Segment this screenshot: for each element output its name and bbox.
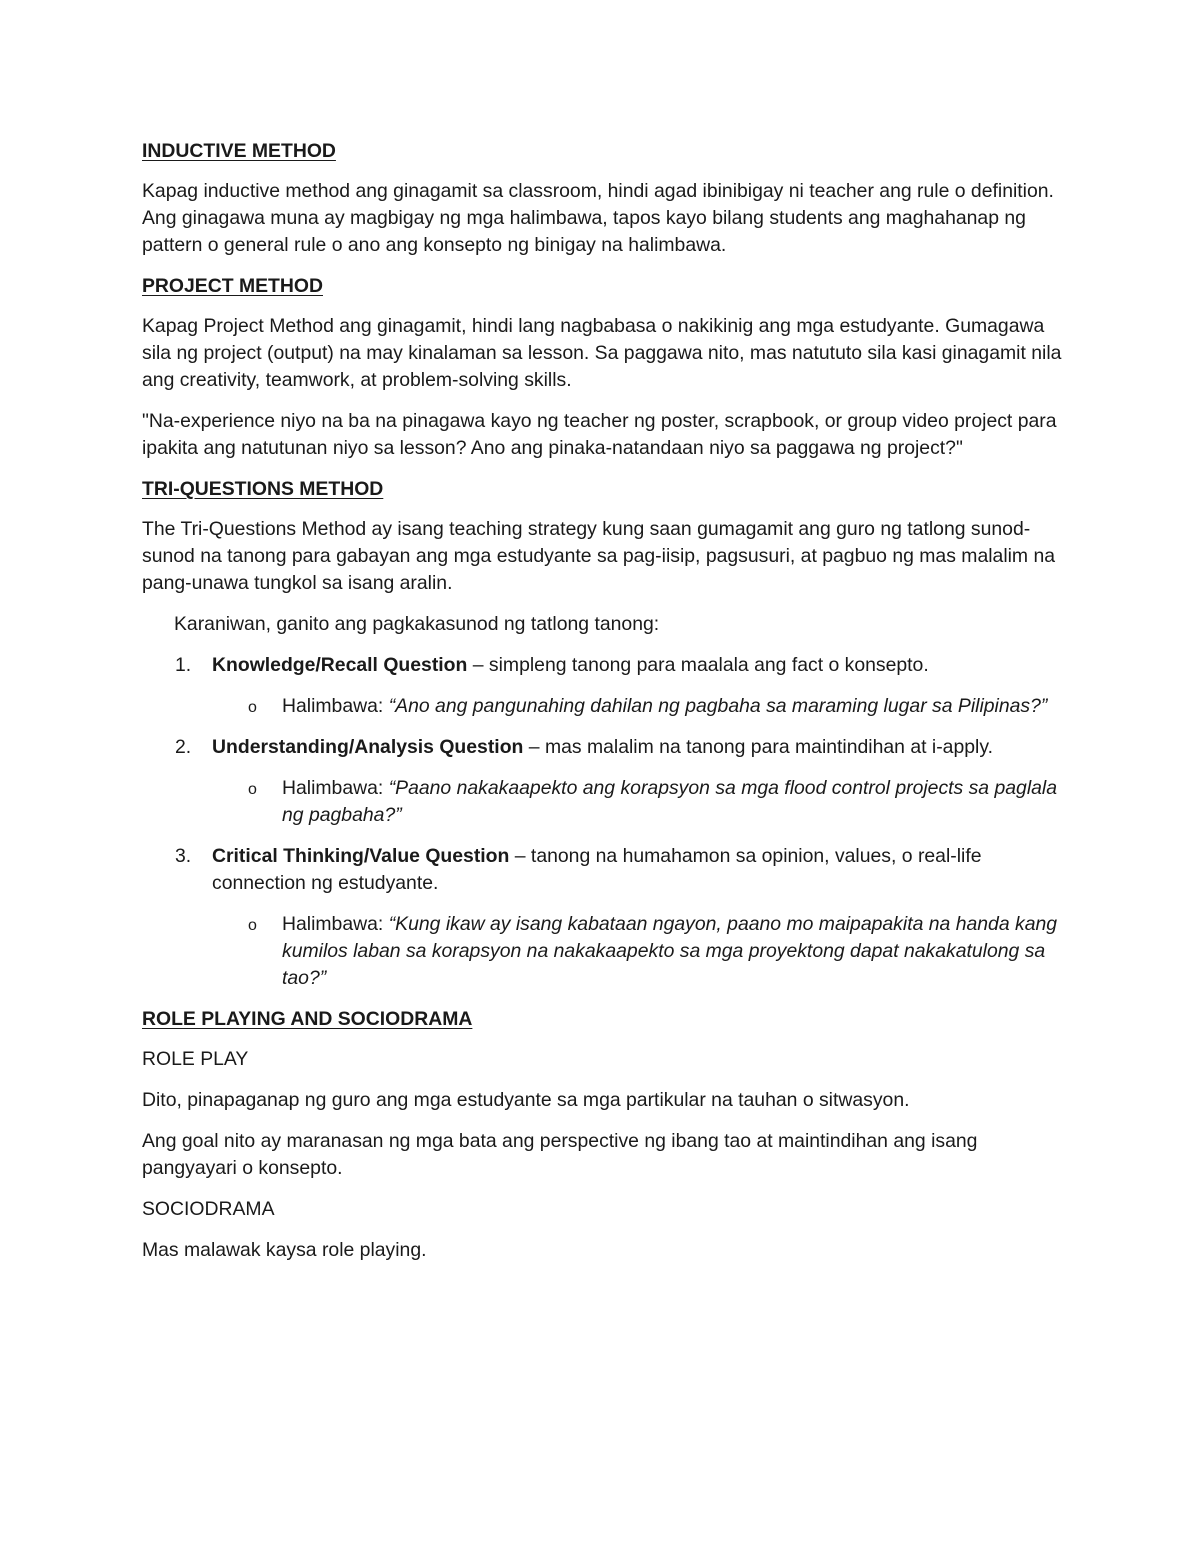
bullet-icon: o (248, 699, 257, 716)
subheading-role-play: ROLE PLAY (142, 1048, 249, 1070)
role-play-paragraph-1: Dito, pinapaganap ng guro ang mga estudyante sa mga partikular na tauhan o sitwasyon. (142, 1089, 910, 1111)
list-item (142, 843, 1072, 992)
list-item (142, 734, 1072, 829)
example-text: “Paano nakakaapekto ang korapsyon sa mga flood control projects sa paglala ng pagbaha?” (282, 777, 1058, 826)
sociodrama-paragraph: Mas malawak kaysa role playing. (142, 1239, 427, 1261)
example-line (212, 775, 1072, 829)
question-title: Critical Thinking/Value Question (212, 845, 510, 867)
question-line (212, 843, 1072, 897)
list-item (142, 652, 1072, 720)
example-label: Halimbawa: (282, 913, 389, 935)
inductive-body: Kapag inductive method ang ginagamit sa classroom, hindi agad ibinibigay ni teacher ang rule o definition. Ang ginagawa muna ay magbigay ng mga halimbawa, tapos kayo bilang students ang maghahanap ng pattern o general rule o ano ang konsepto ng binigay na halimbawa. (142, 180, 1054, 256)
question-description: – mas malalim na tanong para maintindihan at i-apply. (523, 736, 993, 758)
example-line (212, 911, 1072, 992)
role-play-paragraph-2: Ang goal nito ay maranasan ng mga bata ang perspective ng ibang tao at maintindihan ang isang pangyayari o konsepto. (142, 1130, 978, 1179)
tri-questions-body: The Tri-Questions Method ay isang teaching strategy kung saan gumagamit ang guro ng tatlong sunod-sunod na tanong para gabayan ang mga estudyante sa pag-iisip, pagsusuri, at pagbuo ng mas malalim na pang-unawa tungkol sa isang aralin. (142, 518, 1056, 594)
tri-questions-intro: Karaniwan, ganito ang pagkakasunod ng tatlong tanong: (174, 613, 660, 635)
example-label: Halimbawa: (282, 695, 389, 717)
heading-project-method: PROJECT METHOD (142, 275, 323, 297)
bullet-icon: o (248, 917, 257, 934)
question-list (142, 652, 1072, 992)
example-line (212, 693, 1072, 720)
heading-role-playing-sociodrama: ROLE PLAYING AND SOCIODRAMA (142, 1008, 473, 1030)
example-text: “Ano ang pangunahing dahilan ng pagbaha sa maraming lugar sa Pilipinas?” (388, 695, 1048, 717)
question-line (212, 652, 1072, 679)
list-number: 1. (175, 654, 192, 676)
bullet-icon: o (248, 781, 257, 798)
list-number: 2. (175, 736, 192, 758)
example-label: Halimbawa: (282, 777, 389, 799)
question-title: Knowledge/Recall Question (212, 654, 468, 676)
question-title: Understanding/Analysis Question (212, 736, 524, 758)
document-page (142, 138, 1072, 1278)
example-text: “Kung ikaw ay isang kabataan ngayon, paano mo maipapakita na handa kang kumilos laban sa korapsyon na nakakaapekto sa mga proyektong dapat nakakatulong sa tao?” (282, 913, 1058, 989)
heading-tri-questions-method: TRI-QUESTIONS METHOD (142, 478, 384, 500)
project-body: Kapag Project Method ang ginagamit, hindi lang nagbabasa o nakikinig ang mga estudyante. Gumagawa sila ng project (output) na may kinalaman sa lesson. Sa paggawa nito, mas natututo sila kasi ginagamit nila ang creativity, teamwork, at problem-solving skills. (142, 315, 1062, 391)
list-number: 3. (175, 845, 192, 867)
project-quote: "Na-experience niyo na ba na pinagawa kayo ng teacher ng poster, scrapbook, or group video project para ipakita ang natutunan niyo sa lesson? Ano ang pinaka-natandaan niyo sa paggawa ng project?" (142, 410, 1057, 459)
subheading-sociodrama: SOCIODRAMA (142, 1198, 275, 1220)
question-description: – tanong na humahamon sa opinion, values, o real-life connection ng estudyante. (212, 845, 982, 894)
question-line (212, 734, 1072, 761)
heading-inductive-method: INDUCTIVE METHOD (142, 140, 336, 162)
question-description: – simpleng tanong para maalala ang fact o konsepto. (467, 654, 929, 676)
